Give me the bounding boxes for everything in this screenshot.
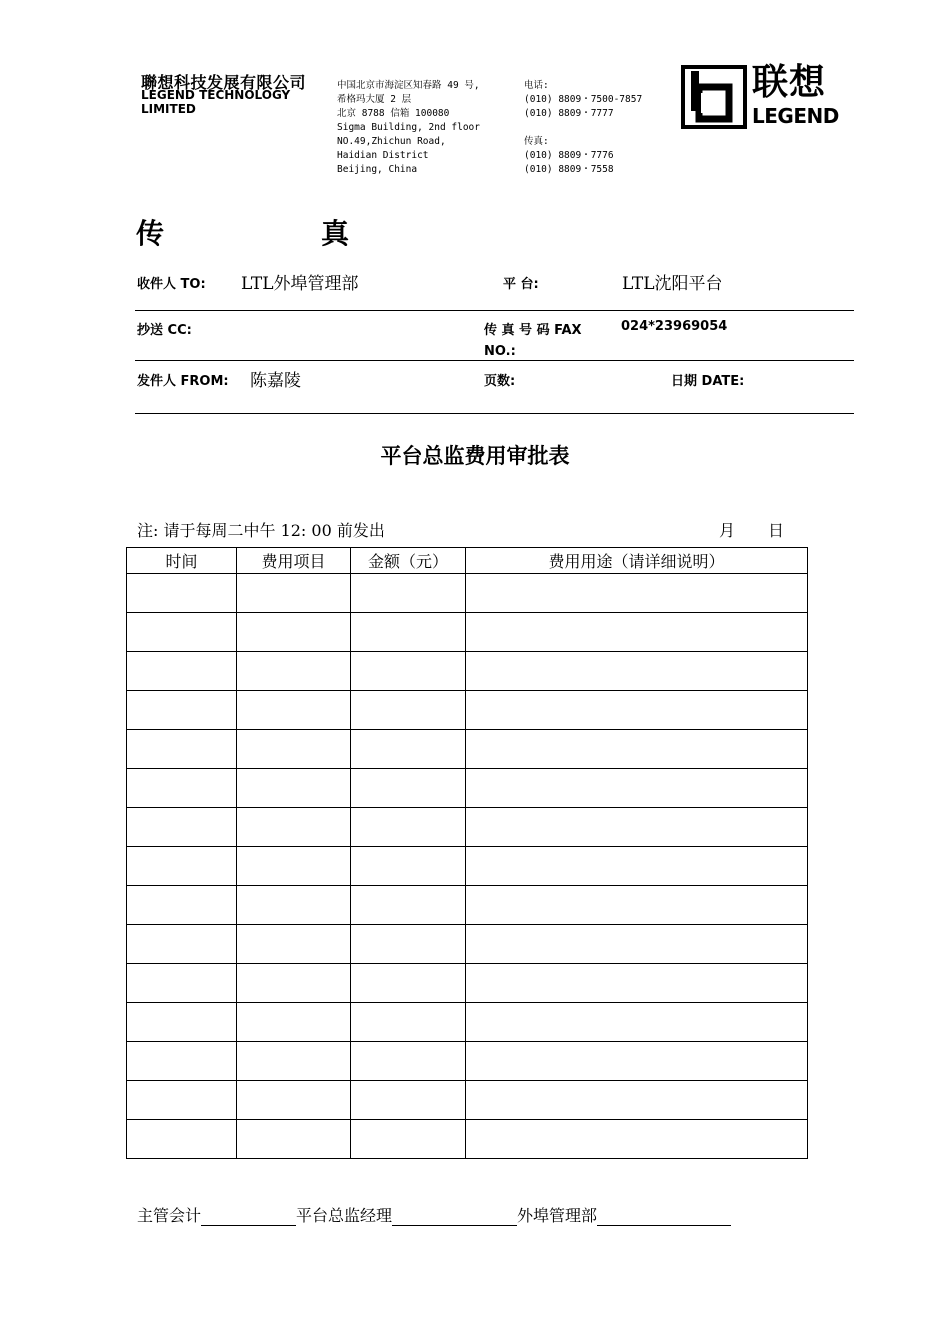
time-cell[interactable]	[127, 886, 237, 925]
column-header-amount: 金额（元）	[351, 548, 466, 574]
time-cell[interactable]	[127, 652, 237, 691]
purpose-cell[interactable]	[466, 574, 808, 613]
amount-cell[interactable]	[351, 574, 466, 613]
item-cell[interactable]	[237, 847, 351, 886]
cc-label: 抄送 CC:	[137, 323, 192, 338]
fax-number: (010) 8809・7776	[524, 150, 614, 161]
time-cell[interactable]	[127, 574, 237, 613]
time-cell[interactable]	[127, 847, 237, 886]
month-label: 月	[719, 521, 736, 540]
company-contacts	[524, 79, 642, 177]
item-cell[interactable]	[237, 1081, 351, 1120]
signature-dept-label: 外埠管理部	[517, 1206, 598, 1225]
item-cell[interactable]	[237, 925, 351, 964]
time-cell[interactable]	[127, 1081, 237, 1120]
signature-line	[137, 1203, 731, 1226]
purpose-cell[interactable]	[466, 613, 808, 652]
table-row	[127, 574, 808, 613]
time-cell[interactable]	[127, 925, 237, 964]
time-cell[interactable]	[127, 769, 237, 808]
table-row	[127, 691, 808, 730]
address-line: 中国北京市海淀区知春路 49 号,	[337, 80, 480, 91]
amount-cell[interactable]	[351, 1120, 466, 1159]
pages-label: 页数:	[484, 374, 516, 389]
amount-cell[interactable]	[351, 769, 466, 808]
purpose-cell[interactable]	[466, 1081, 808, 1120]
column-header-item: 费用项目	[237, 548, 351, 574]
amount-cell[interactable]	[351, 1042, 466, 1081]
time-cell[interactable]	[127, 613, 237, 652]
amount-cell[interactable]	[351, 652, 466, 691]
purpose-cell[interactable]	[466, 691, 808, 730]
fax-no-label: 传 真 号 码 FAX	[484, 323, 582, 338]
fax-title-char1: 传	[136, 217, 165, 250]
amount-cell[interactable]	[351, 808, 466, 847]
purpose-cell[interactable]	[466, 964, 808, 1003]
fax-number: (010) 8809・7558	[524, 164, 614, 175]
item-cell[interactable]	[237, 691, 351, 730]
table-row	[127, 652, 808, 691]
to-value: LTL外埠管理部	[241, 274, 359, 294]
time-cell[interactable]	[127, 808, 237, 847]
address-line: Beijing, China	[337, 164, 418, 175]
from-value: 陈嘉陵	[250, 371, 301, 391]
table-row	[127, 847, 808, 886]
purpose-cell[interactable]	[466, 769, 808, 808]
address-line: NO.49,Zhichun Road,	[337, 136, 446, 147]
purpose-cell[interactable]	[466, 1042, 808, 1081]
time-cell[interactable]	[127, 730, 237, 769]
legend-logo-icon	[681, 65, 747, 129]
item-cell[interactable]	[237, 652, 351, 691]
amount-cell[interactable]	[351, 1003, 466, 1042]
table-row	[127, 1081, 808, 1120]
table-row	[127, 808, 808, 847]
divider	[135, 360, 854, 361]
to-label: 收件人 TO:	[137, 277, 206, 292]
phone-label: 电话:	[524, 80, 549, 91]
purpose-cell[interactable]	[466, 886, 808, 925]
purpose-cell[interactable]	[466, 1120, 808, 1159]
logo-text-cn: 联想	[752, 62, 827, 103]
purpose-cell[interactable]	[466, 847, 808, 886]
logo-text-en: LEGEND	[752, 104, 839, 128]
item-cell[interactable]	[237, 574, 351, 613]
amount-cell[interactable]	[351, 1081, 466, 1120]
address-line: Haidian District	[337, 150, 429, 161]
time-cell[interactable]	[127, 1042, 237, 1081]
table-header-row	[127, 548, 808, 574]
table-row	[127, 730, 808, 769]
time-cell[interactable]	[127, 964, 237, 1003]
table-row	[127, 925, 808, 964]
time-cell[interactable]	[127, 1003, 237, 1042]
item-cell[interactable]	[237, 964, 351, 1003]
fax-no-value: 024*23969054	[621, 319, 728, 334]
signature-manager-label: 平台总监经理	[296, 1206, 393, 1225]
item-cell[interactable]	[237, 1120, 351, 1159]
table-row	[127, 1003, 808, 1042]
amount-cell[interactable]	[351, 730, 466, 769]
divider	[135, 413, 854, 414]
time-cell[interactable]	[127, 1120, 237, 1159]
day-label: 日	[768, 521, 785, 540]
company-name-en	[141, 88, 331, 116]
item-cell[interactable]	[237, 1003, 351, 1042]
fax-no-label-suffix: NO.:	[484, 344, 516, 359]
amount-cell[interactable]	[351, 847, 466, 886]
address-line: Sigma Building, 2nd floor	[337, 122, 480, 133]
table-row	[127, 886, 808, 925]
phone-number: (010) 8809・7777	[524, 108, 614, 119]
divider	[135, 310, 854, 311]
form-note: 注: 请于每周二中午 12: 00 前发出	[137, 521, 385, 540]
item-cell[interactable]	[237, 1042, 351, 1081]
signature-manager-blank[interactable]	[392, 1209, 517, 1226]
table-row	[127, 769, 808, 808]
purpose-cell[interactable]	[466, 1003, 808, 1042]
expense-table	[126, 547, 808, 1159]
table-row	[127, 964, 808, 1003]
purpose-cell[interactable]	[466, 808, 808, 847]
amount-cell[interactable]	[351, 925, 466, 964]
purpose-cell[interactable]	[466, 925, 808, 964]
company-name-en-line1: LEGEND TECHNOLOGY	[141, 88, 291, 102]
platform-value: LTL沈阳平台	[622, 274, 723, 294]
purpose-cell[interactable]	[466, 730, 808, 769]
from-label: 发件人 FROM:	[137, 374, 229, 389]
column-header-time: 时间	[127, 548, 237, 574]
signature-accountant-blank[interactable]	[201, 1209, 296, 1226]
item-cell[interactable]	[237, 886, 351, 925]
amount-cell[interactable]	[351, 886, 466, 925]
company-address	[337, 79, 480, 177]
purpose-cell[interactable]	[466, 652, 808, 691]
signature-dept-blank[interactable]	[597, 1209, 731, 1226]
time-cell[interactable]	[127, 691, 237, 730]
table-row	[127, 1042, 808, 1081]
signature-accountant-label: 主管会计	[137, 1206, 202, 1225]
form-title: 平台总监费用审批表	[380, 444, 570, 468]
address-line: 北京 8788 信箱 100080	[337, 108, 450, 119]
platform-label: 平 台:	[503, 277, 539, 292]
item-cell[interactable]	[237, 808, 351, 847]
fax-title-char2: 真	[321, 217, 350, 250]
amount-cell[interactable]	[351, 613, 466, 652]
phone-number: (010) 8809・7500-7857	[524, 94, 643, 105]
item-cell[interactable]	[237, 730, 351, 769]
company-name-cn: 聯想科技发展有限公司	[141, 73, 307, 92]
amount-cell[interactable]	[351, 691, 466, 730]
address-line: 希格玛大厦 2 层	[337, 94, 412, 105]
column-header-purpose: 费用用途（请详细说明）	[466, 548, 808, 574]
item-cell[interactable]	[237, 769, 351, 808]
company-name-en-line2: LIMITED	[141, 102, 196, 116]
amount-cell[interactable]	[351, 964, 466, 1003]
item-cell[interactable]	[237, 613, 351, 652]
fax-label: 传真:	[524, 136, 549, 147]
table-row	[127, 1120, 808, 1159]
date-label: 日期 DATE:	[671, 374, 745, 389]
table-row	[127, 613, 808, 652]
